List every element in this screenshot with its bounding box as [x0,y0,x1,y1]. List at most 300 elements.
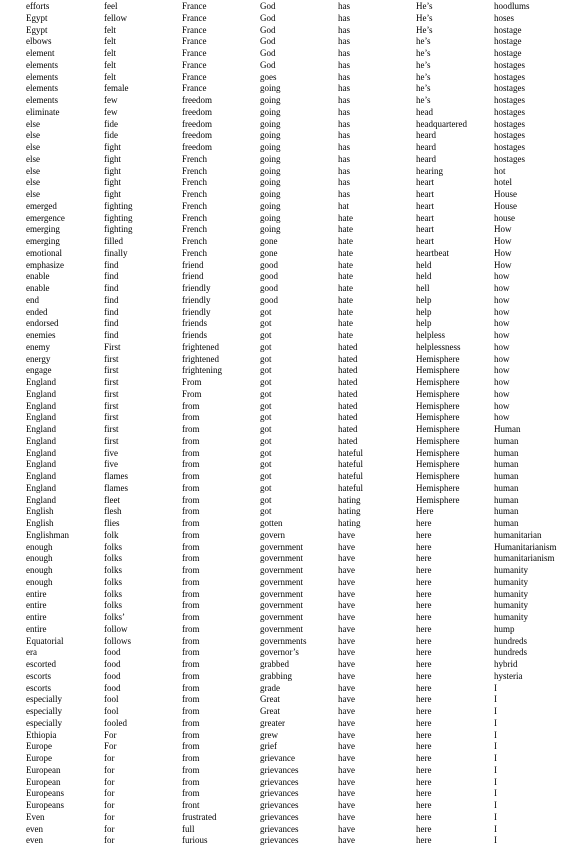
word-entry: here [416,694,432,705]
word-entry: else [26,177,40,188]
word-entry: hoses [494,12,514,23]
word-entry: hate [338,294,353,305]
word-entry: fighting [104,212,133,223]
word-entry: God [260,48,276,58]
word-entry: England [26,424,56,434]
word-entry: flies [104,518,120,528]
word-entry: here [416,659,432,669]
word-entry: Europe [26,741,52,752]
word-entry: have [338,753,355,763]
word-entry: hoodlums [494,1,530,11]
word-entry: hate [338,330,353,340]
word-entry: grievances [260,800,299,810]
word-entry: Even [26,811,45,822]
word-entry: God [260,12,276,23]
word-entry: have [338,776,355,787]
word-entry: got [260,353,272,364]
word-entry: hating [338,506,361,517]
word-entry: France [182,83,207,94]
word-entry: elements [26,95,58,105]
word-entry: have [338,823,355,834]
word-entry: God [260,24,276,35]
word-entry: from [182,400,200,411]
word-entry: government [260,553,303,564]
word-entry: from [182,600,200,611]
word-entry: here [416,600,432,611]
word-entry: hating [338,494,361,505]
word-entry: France [182,71,207,82]
word-column-5 [338,1,416,847]
word-entry: friendly [182,294,211,305]
word-entry: from [182,635,200,646]
word-entry: how [494,388,510,399]
word-entry: humanity [494,600,528,611]
word-entry: freedom [182,95,212,105]
word-entry: from [182,729,200,740]
word-entry: I [494,823,497,834]
word-entry: from [182,623,200,634]
word-entry: For [104,729,117,740]
word-entry: I [494,776,497,787]
word-entry: find [104,259,119,270]
word-entry: Great [260,706,280,716]
word-entry: Humanitarianism [494,541,557,552]
word-entry: here [416,835,432,846]
word-entry: enemies [26,330,56,340]
word-column-3 [182,1,260,847]
word-entry: government [260,588,303,599]
word-entry: for [104,811,115,822]
word-entry: good [260,259,278,270]
word-entry: escorted [26,659,56,669]
word-entry: have [338,600,355,611]
word-entry: have [338,741,355,752]
word-entry: female [104,83,129,94]
word-entry: French [182,189,207,199]
word-entry: enough [26,553,53,564]
word-entry: here [416,682,432,693]
word-entry: From [182,377,202,387]
word-entry: elbows [26,36,52,47]
word-entry: got [260,494,272,505]
word-entry: from [182,459,200,470]
word-entry: even [26,823,43,834]
word-entry: held [416,259,432,270]
word-entry: folks [104,600,122,611]
word-entry: elements [26,59,58,70]
word-entry: hate [338,306,353,317]
word-entry: helpless [416,330,445,340]
word-entry: freedom [182,142,212,152]
word-entry: energy [26,353,51,364]
word-entry: Here [416,506,434,517]
word-entry: gone [260,247,278,258]
word-column-4 [260,1,338,847]
word-entry: got [260,424,272,434]
word-entry: going [260,130,281,141]
word-entry: European [26,764,61,775]
word-entry: have [338,647,355,658]
word-entry: hostages [494,71,525,82]
word-entry: Equatorial [26,635,64,646]
word-entry: French [182,200,207,211]
word-entry: England [26,377,56,387]
word-entry: else [26,153,40,164]
word-entry: Hemisphere [416,365,460,376]
word-entry: how [494,353,510,364]
word-entry: God [260,59,276,70]
word-entry: have [338,565,355,575]
word-entry: got [260,377,272,387]
word-entry: have [338,541,355,552]
word-entry: here [416,811,432,822]
word-entry: fool [104,706,119,716]
word-entry: here [416,518,432,528]
word-entry: first [104,435,119,446]
word-entry: Europeans [26,788,64,799]
word-entry: find [104,306,119,317]
word-entry: hat [338,200,349,211]
word-entry: going [260,224,281,235]
word-entry: hated [338,435,358,446]
word-entry: flames [104,471,128,481]
word-entry: feel [104,1,118,11]
word-entry: held [416,271,432,282]
word-entry: here [416,717,432,728]
word-entry: for [104,835,115,846]
word-entry: head [416,106,433,117]
word-entry: finally [104,247,128,258]
word-entry: God [260,1,276,11]
word-entry: first [104,353,119,364]
word-entry: hated [338,400,358,411]
word-entry: friendly [182,306,211,317]
word-entry: going [260,83,281,94]
word-entry: from [182,659,200,669]
word-entry: Hemisphere [416,388,460,399]
word-entry: find [104,271,119,282]
word-entry: first [104,388,119,399]
word-entry: I [494,694,497,705]
word-entry: Human [494,424,521,434]
word-entry: has [338,12,350,23]
word-entry: government [260,623,303,634]
word-entry: from [182,612,200,622]
word-entry: good [260,294,278,305]
word-entry: how [494,330,510,340]
word-entry: here [416,670,432,681]
word-column-2 [104,1,182,847]
word-entry: here [416,576,432,587]
word-entry: fight [104,153,121,164]
word-entry: for [104,753,115,763]
word-entry: going [260,177,281,188]
word-entry: gone [260,236,278,246]
word-entry: has [338,36,350,47]
word-entry: human [494,447,519,458]
word-entry: hated [338,341,358,352]
word-entry: gotten [260,518,283,528]
word-entry: government [260,565,303,575]
word-entry: humanitarian [494,529,542,540]
word-entry: from [182,764,200,775]
word-entry: from [182,717,200,728]
word-entry: felt [104,36,116,47]
word-entry: have [338,588,355,599]
word-entry: hostages [494,59,525,70]
word-entry: here [416,647,432,658]
word-entry: from [182,682,200,693]
word-entry: emerged [26,200,57,211]
word-entry: hundreds [494,647,527,658]
word-entry: flesh [104,506,122,517]
word-entry: follows [104,635,131,646]
word-entry: have [338,811,355,822]
word-entry: flames [104,482,128,493]
word-entry: here [416,706,432,716]
word-entry: got [260,506,272,517]
word-entry: French [182,224,207,235]
word-entry: England [26,400,56,411]
word-entry: government [260,612,303,622]
word-entry: escorts [26,670,51,681]
word-entry: I [494,682,497,693]
word-entry: Hemisphere [416,353,460,364]
word-entry: hostages [494,118,525,129]
word-entry: He’s [416,12,433,23]
word-entry: grievances [260,788,299,799]
word-entry: here [416,741,432,752]
word-entry: has [338,71,350,82]
word-entry: heard [416,142,436,152]
word-entry: For [104,741,117,752]
word-entry: grievances [260,764,299,775]
word-entry: French [182,236,207,246]
word-entry: I [494,729,497,740]
word-entry: for [104,776,115,787]
word-entry: from [182,588,200,599]
word-entry: England [26,388,56,399]
word-entry: France [182,12,207,23]
word-entry: how [494,412,510,423]
word-entry: hearing [416,165,443,176]
word-entry: food [104,659,121,669]
word-entry: I [494,811,497,822]
word-entry: help [416,306,432,317]
word-entry: English [26,506,54,517]
word-entry: frustrated [182,811,217,822]
word-entry: folk [104,529,119,540]
word-entry: French [182,165,207,176]
word-entry: hostages [494,153,525,164]
word-entry: government [260,541,303,552]
word-entry: grew [260,729,278,740]
word-entry: from [182,424,200,434]
word-entry: from [182,694,200,705]
word-entry: enemy [26,341,50,352]
word-entry: have [338,670,355,681]
word-entry: heart [416,224,434,235]
word-entry: I [494,764,497,775]
word-entry: from [182,471,200,481]
word-entry: Hemisphere [416,447,460,458]
word-entry: England [26,412,56,423]
word-entry: humanitarianism [494,553,555,564]
word-entry: freedom [182,106,212,117]
word-entry: find [104,330,119,340]
word-entry: hated [338,353,358,364]
word-entry: has [338,118,350,129]
word-entry: ended [26,306,48,317]
word-entry: here [416,823,432,834]
word-entry: food [104,670,121,681]
word-entry: freedom [182,118,212,129]
word-entry: frightening [182,365,222,376]
word-entry: hot [494,165,506,176]
word-entry: heart [416,212,434,223]
word-entry: have [338,659,355,669]
word-entry: heard [416,130,436,141]
word-entry: fight [104,189,121,199]
word-entry: good [260,271,278,282]
word-entry: fight [104,165,121,176]
word-entry: Ethiopia [26,729,57,740]
word-entry: hell [416,283,430,293]
word-entry: elements [26,71,58,82]
word-entry: here [416,753,432,763]
word-entry: entire [26,588,47,599]
word-entry: heart [416,189,434,199]
word-entry: fight [104,177,121,188]
word-entry: full [182,823,195,834]
word-entry: grabbing [260,670,292,681]
word-entry: from [182,518,200,528]
word-entry: from [182,753,200,763]
word-entry: hating [338,518,361,528]
word-entry: fight [104,142,121,152]
word-entry: Hemisphere [416,459,460,470]
word-entry: has [338,1,350,11]
word-entry: got [260,330,272,340]
word-entry: house [494,212,515,223]
word-entry: Egypt [26,24,48,35]
word-entry: I [494,788,497,799]
word-entry: heart [416,177,434,188]
word-entry: have [338,529,355,540]
word-entry: friends [182,330,207,340]
word-entry: France [182,59,207,70]
word-entry: governor’s [260,647,299,658]
word-entry: going [260,165,281,176]
word-entry: Hemisphere [416,424,460,434]
word-entry: end [26,294,39,305]
word-entry: I [494,835,497,846]
word-entry: engage [26,365,52,376]
word-entry: here [416,529,432,540]
word-entry: enough [26,576,53,587]
word-entry: England [26,482,56,493]
word-entry: England [26,435,56,446]
word-entry: England [26,494,56,505]
word-entry: hateful [338,447,363,458]
word-entry: for [104,823,115,834]
word-entry: got [260,459,272,470]
word-entry: got [260,365,272,376]
word-entry: Hemisphere [416,377,460,387]
word-entry: here [416,553,432,564]
word-entry: here [416,623,432,634]
word-entry: elements [26,83,58,94]
word-entry: hated [338,377,358,387]
word-entry: God [260,36,276,47]
word-entry: enable [26,271,50,282]
word-entry: got [260,341,272,352]
word-entry: going [260,200,281,211]
word-entry: furious [182,835,208,846]
word-entry: for [104,788,115,799]
word-entry: friend [182,259,204,270]
word-entry: I [494,753,497,763]
word-entry: have [338,764,355,775]
word-entry: hate [338,224,353,235]
word-entry: from [182,435,200,446]
word-entry: has [338,106,350,117]
word-entry: from [182,565,200,575]
word-entry: filled [104,236,123,246]
word-entry: hate [338,259,353,270]
word-entry: even [26,835,43,846]
word-entry: French [182,212,207,223]
word-entry: follow [104,623,128,634]
word-entry: hostages [494,83,525,94]
word-column-6 [416,1,494,847]
word-entry: going [260,95,281,105]
word-entry: emergence [26,212,65,223]
word-entry: Hemisphere [416,400,460,411]
word-entry: got [260,388,272,399]
word-entry: entire [26,623,47,634]
word-entry: folks [104,565,122,575]
word-entry: five [104,447,118,458]
word-entry: goes [260,71,277,82]
word-entry: hateful [338,482,363,493]
word-entry: emotional [26,247,62,258]
word-entry: going [260,106,281,117]
word-entry: got [260,447,272,458]
word-entry: felt [104,71,116,82]
word-entry: headquartered [416,118,467,129]
word-entry: First [104,341,121,352]
word-entry: hated [338,412,358,423]
word-entry: how [494,306,510,317]
word-entry: folks [104,541,122,552]
word-entry: from [182,776,200,787]
word-entry: from [182,741,200,752]
word-entry: escorts [26,682,51,693]
word-entry: has [338,59,350,70]
word-entry: felt [104,59,116,70]
word-entry: freedom [182,130,212,141]
word-entry: first [104,412,119,423]
word-entry: Hemisphere [416,435,460,446]
word-entry: humanity [494,588,528,599]
word-entry: governments [260,635,307,646]
word-entry: got [260,412,272,423]
word-entry: how [494,341,510,352]
word-entry: here [416,764,432,775]
word-entry: Europeans [26,800,64,810]
word-entry: hateful [338,459,363,470]
